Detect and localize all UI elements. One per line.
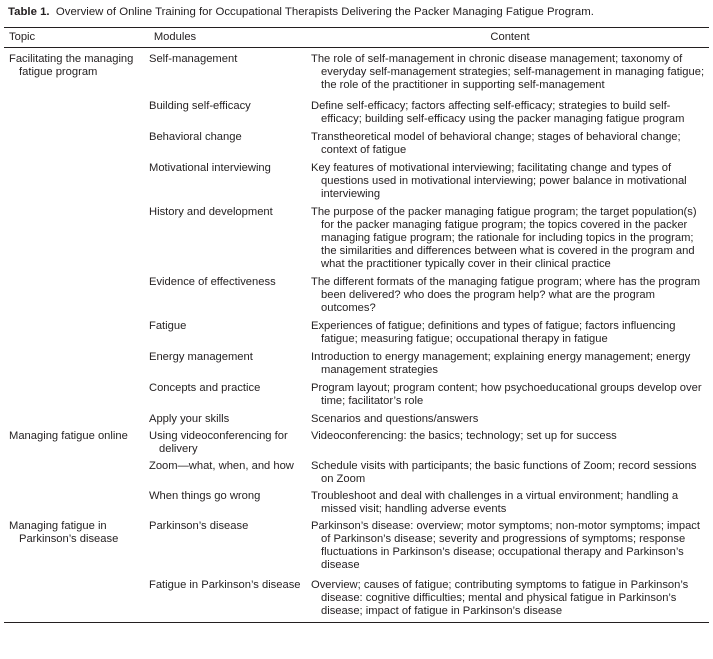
- row-topic-cell: [4, 48, 149, 93]
- row-content-text: Troubleshoot and deal with challenges in a virtual environment; handling a missed visit; handling adverse events: [311, 490, 679, 515]
- row-module-cell: [149, 456, 311, 486]
- row-content-text: Define self-efficacy; factors affecting self-efficacy; strategies to build self-efficacy; building self-efficacy using the packer managing fatigue program: [311, 100, 685, 125]
- row-content-cell: [311, 377, 709, 408]
- row-module-text: Zoom—what, when, and how: [149, 460, 294, 472]
- row-content-cell: [311, 456, 709, 486]
- row-module-cell: [149, 572, 311, 623]
- row-module-cell: [149, 516, 311, 572]
- table-row: [4, 486, 709, 516]
- row-module-text: Energy management: [149, 351, 253, 363]
- table-row: [4, 346, 709, 377]
- row-module-cell: [149, 126, 311, 157]
- row-module-text: Fatigue: [149, 320, 187, 332]
- row-content-text: The different formats of the managing fatigue program; where has the program been delivered? who does the program help? what are the program outcomes?: [311, 276, 701, 314]
- row-content-text: The role of self-management in chronic disease management; taxonomy of everyday self-management strategies; self-management in managing fatigue; the role of the practitioner in supporting self-management: [311, 53, 705, 91]
- row-content-cell: [311, 426, 709, 456]
- row-module-text: History and development: [149, 206, 273, 218]
- row-module-cell: [149, 486, 311, 516]
- header-content: Content: [490, 31, 530, 43]
- table-row: [4, 516, 709, 572]
- row-module-cell: [149, 157, 311, 201]
- row-module-cell: [149, 408, 311, 426]
- row-content-text: Experiences of fatigue; definitions and types of fatigue; factors influencing fatigue; measuring fatigue; occupational therapy in fatigue: [311, 320, 676, 345]
- header-modules: Modules: [153, 31, 197, 43]
- table-header-row: [4, 28, 709, 48]
- table-caption-text: Overview of Online Training for Occupational Therapists Delivering the Packer Managing Fatigue Program.: [55, 6, 594, 18]
- row-topic-cell: [4, 346, 149, 377]
- row-content-cell: [311, 157, 709, 201]
- table-row: [4, 377, 709, 408]
- row-topic-cell: [4, 315, 149, 346]
- row-topic-cell: [4, 408, 149, 426]
- row-module-text: Apply your skills: [149, 413, 230, 425]
- row-content-text: The purpose of the packer managing fatigue program; the target population(s) for the packer managing fatigue program; the topics covered in the packer managing fatigue program; the rationale for including topics in the program; the similarities and differences between what is covered in the program and what the practitioner typically cover in their clinical practice: [311, 206, 697, 270]
- row-topic-cell: [4, 271, 149, 315]
- row-content-cell: [311, 346, 709, 377]
- row-module-cell: [149, 377, 311, 408]
- table-row: [4, 572, 709, 623]
- row-module-text: Building self-efficacy: [149, 100, 251, 112]
- table-row: [4, 201, 709, 271]
- row-content-text: Videoconferencing: the basics; technology; set up for success: [311, 430, 617, 442]
- row-content-text: Parkinson’s disease: overview; motor symptoms; non-motor symptoms; impact of Parkinson’s disease; severity and progressions of symptoms; response fluctuations in Parkinson’s disease; occupational therapy and Parkinson’s disease: [311, 520, 701, 571]
- row-content-text: Transtheoretical model of behavioral change; stages of behavioral change; context of fatigue: [311, 131, 681, 156]
- row-topic-cell: [4, 426, 149, 456]
- row-content-cell: [311, 486, 709, 516]
- row-content-cell: [311, 92, 709, 126]
- row-module-text: Evidence of effectiveness: [149, 276, 276, 288]
- row-topic-cell: [4, 126, 149, 157]
- header-topic: Topic: [9, 31, 36, 43]
- table-row: [4, 157, 709, 201]
- table-row: [4, 408, 709, 426]
- row-topic-cell: [4, 92, 149, 126]
- row-module-text: Self-management: [149, 53, 238, 65]
- table-row: [4, 126, 709, 157]
- row-topic-text: Managing fatigue online: [9, 430, 128, 442]
- row-content-text: Scenarios and questions/answers: [311, 413, 479, 425]
- row-module-text: When things go wrong: [149, 490, 261, 502]
- row-topic-cell: [4, 486, 149, 516]
- row-module-cell: [149, 201, 311, 271]
- row-topic-cell: [4, 516, 149, 572]
- table-row: [4, 48, 709, 93]
- row-module-text: Concepts and practice: [149, 382, 261, 394]
- row-content-text: Overview; causes of fatigue; contributing symptoms to fatigue in Parkinson’s disease: cognitive difficulties; mental and physical fatigue in Parkinson’s disease; impact of fatigue in Parkinson’s disease: [311, 579, 689, 617]
- row-module-text: Parkinson’s disease: [149, 520, 249, 532]
- training-overview-table: [4, 27, 709, 623]
- row-topic-text: Managing fatigue in Parkinson’s disease: [9, 520, 119, 545]
- row-content-cell: [311, 201, 709, 271]
- row-content-text: Schedule visits with participants; the basic functions of Zoom; record sessions on Zoom: [311, 460, 697, 485]
- row-topic-cell: [4, 201, 149, 271]
- row-content-cell: [311, 126, 709, 157]
- row-module-text: Using videoconferencing for delivery: [149, 430, 288, 455]
- table-row: [4, 456, 709, 486]
- table-caption: [4, 5, 709, 20]
- row-content-text: Key features of motivational interviewing; facilitating change and types of questions used in motivational interviewing; power balance in motivational interviewing: [311, 162, 687, 200]
- row-content-cell: [311, 516, 709, 572]
- row-module-cell: [149, 315, 311, 346]
- row-module-cell: [149, 271, 311, 315]
- row-content-cell: [311, 408, 709, 426]
- table-row: [4, 315, 709, 346]
- row-module-cell: [149, 48, 311, 93]
- row-content-cell: [311, 48, 709, 93]
- table-row: [4, 426, 709, 456]
- row-module-cell: [149, 426, 311, 456]
- table-row: [4, 271, 709, 315]
- row-module-cell: [149, 92, 311, 126]
- row-topic-cell: [4, 377, 149, 408]
- row-module-cell: [149, 346, 311, 377]
- table-row: [4, 92, 709, 126]
- row-topic-cell: [4, 572, 149, 623]
- row-module-text: Motivational interviewing: [149, 162, 271, 174]
- row-topic-cell: [4, 456, 149, 486]
- row-content-text: Introduction to energy management; explaining energy management; energy management strategies: [311, 351, 691, 376]
- table-body: [4, 48, 709, 623]
- row-module-text: Behavioral change: [149, 131, 242, 143]
- row-topic-text: Facilitating the managing fatigue program: [9, 53, 134, 78]
- row-content-text: Program layout; program content; how psychoeducational groups develop over time; facilitator’s role: [311, 382, 702, 407]
- row-topic-cell: [4, 157, 149, 201]
- row-content-cell: [311, 315, 709, 346]
- row-content-cell: [311, 572, 709, 623]
- row-content-cell: [311, 271, 709, 315]
- table-caption-label: Table 1.: [8, 6, 50, 18]
- row-module-text: Fatigue in Parkinson’s disease: [149, 579, 301, 591]
